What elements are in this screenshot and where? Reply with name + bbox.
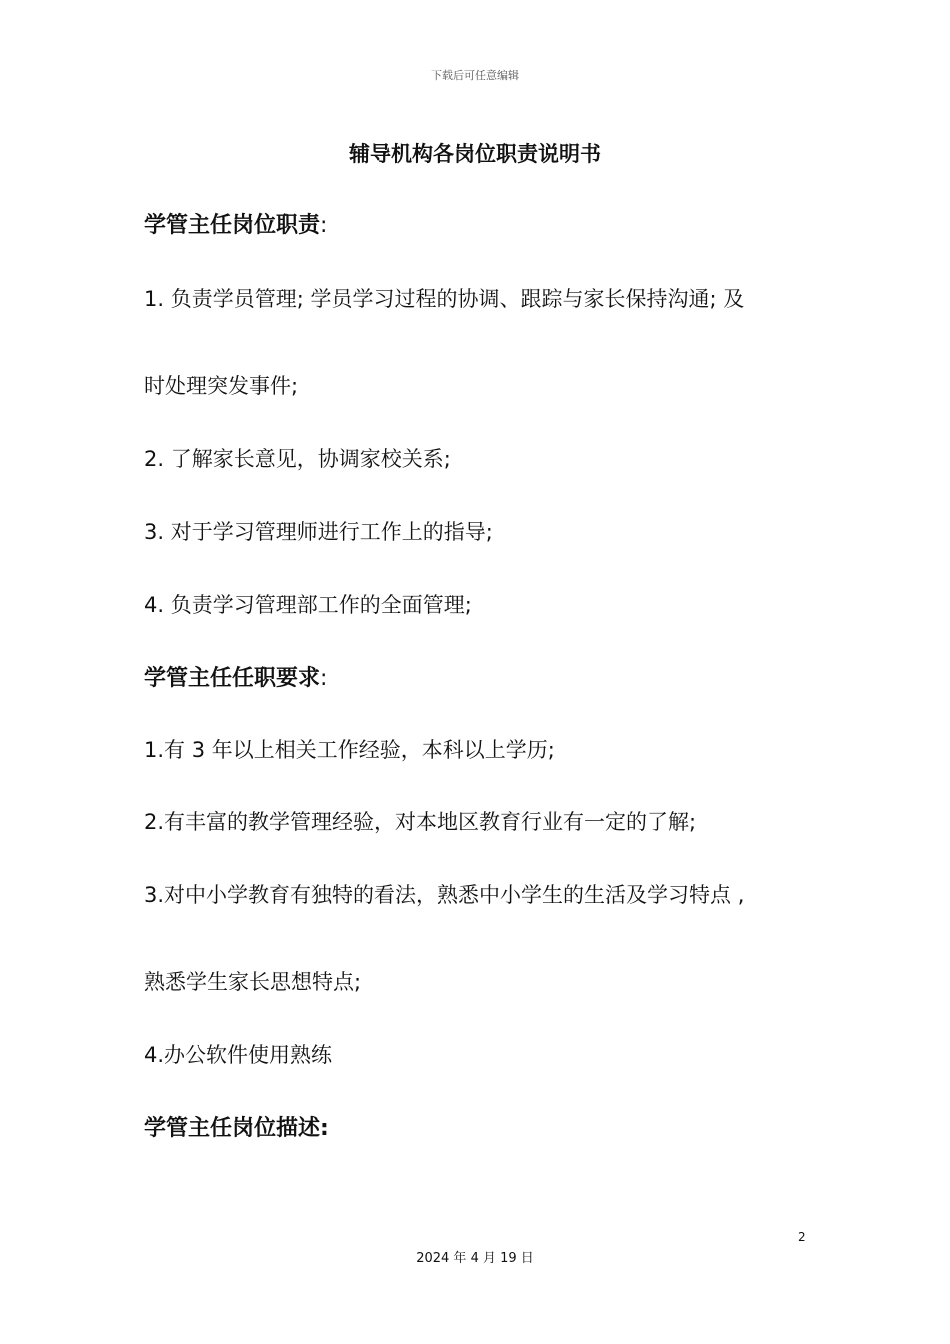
section-heading-requirements-text: 学管主任任职要求	[144, 666, 321, 691]
duty-line-3: 3. 对于学习管理师进行工作上的指导;	[144, 520, 493, 544]
requirement-line-1: 1.有 3 年以上相关工作经验，本科以上学历;	[144, 738, 555, 762]
footer-date: 2024 年 4 月 19 日	[416, 1251, 534, 1266]
requirement-line-4: 4.办公软件使用熟练	[144, 1043, 333, 1067]
duty-line-2: 2. 了解家长意见，协调家校关系;	[144, 447, 451, 471]
section-heading-duties	[144, 208, 327, 239]
duty-line-4: 4. 负责学习管理部工作的全面管理;	[144, 593, 472, 617]
requirement-line-3a: 3.对中小学教育有独特的看法，熟悉中小学生的生活及学习特点 ,	[144, 883, 745, 907]
section-heading-description: 学管主任岗位描述:	[144, 1116, 329, 1141]
section-heading-duties-text: 学管主任岗位职责	[144, 213, 321, 238]
duty-line-1a: 1. 负责学员管理; 学员学习过程的协调、跟踪与家长保持沟通; 及	[144, 287, 745, 311]
section-heading-requirements	[144, 661, 327, 692]
requirement-line-2: 2.有丰富的教学管理经验，对本地区教育行业有一定的了解;	[144, 810, 697, 834]
section-heading-requirements-colon: :	[320, 666, 328, 691]
requirement-line-3b: 熟悉学生家长思想特点;	[144, 970, 362, 994]
section-heading-duties-colon: :	[320, 213, 328, 238]
page-number: 2	[798, 1230, 806, 1244]
header-note: 下载后可任意编辑	[431, 69, 519, 82]
duty-line-1b: 时处理突发事件;	[144, 374, 299, 398]
document-title: 辅导机构各岗位职责说明书	[349, 142, 601, 166]
